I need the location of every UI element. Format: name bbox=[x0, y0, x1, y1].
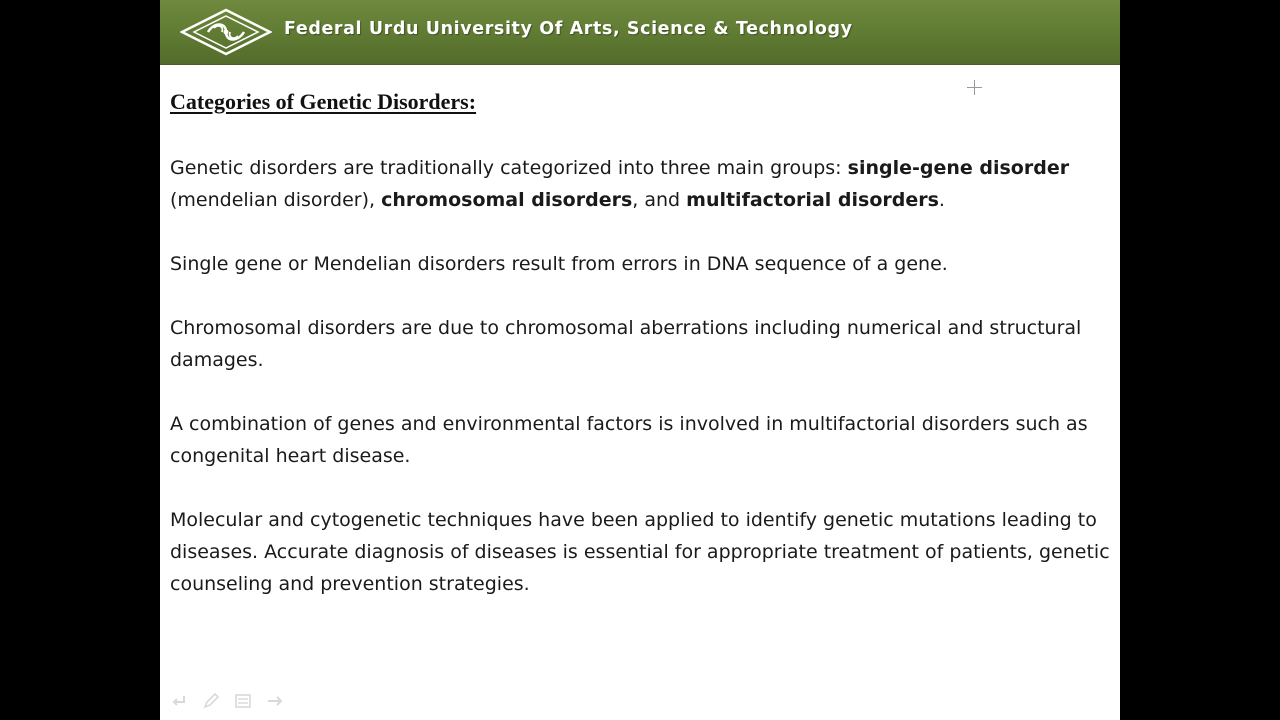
back-arrow-icon[interactable] bbox=[170, 692, 188, 710]
slide-heading: Categories of Genetic Disorders: bbox=[170, 89, 477, 114]
university-banner bbox=[160, 0, 1120, 65]
presentation-slide bbox=[160, 0, 1120, 720]
bold-term-multifactorial: multifactorial disorders bbox=[686, 189, 939, 211]
slideshow-nav-toolbar bbox=[170, 692, 284, 712]
university-logo-icon bbox=[180, 8, 272, 56]
paragraph-techniques: Molecular and cytogenetic techniques have been applied to identify genetic mutations leading to diseases. Accurate diagnosis of diseases is essential for appropriate treatment of patients, genetic counseling and prevention strategies. bbox=[170, 509, 1110, 595]
paragraph-categories bbox=[170, 152, 1110, 216]
menu-icon[interactable] bbox=[234, 692, 252, 710]
slide-body bbox=[170, 152, 1110, 632]
text-run: . bbox=[938, 189, 945, 211]
paragraph-multifactorial: A combination of genes and environmental factors is involved in multifactorial disorders such as congenital heart disease. bbox=[170, 413, 1088, 467]
bold-term-single-gene: single-gene disorder bbox=[847, 157, 1070, 179]
banner-title: Federal Urdu University Of Arts, Science & Technology bbox=[284, 19, 853, 39]
text-run: Genetic disorders are traditionally categorized into three main groups: bbox=[170, 157, 848, 179]
crosshair-cursor-icon bbox=[967, 80, 982, 95]
bold-term-chromosomal: chromosomal disorders bbox=[381, 189, 633, 211]
paragraph-chromosomal: Chromosomal disorders are due to chromosomal aberrations including numerical and structural damages. bbox=[170, 317, 1082, 371]
paragraph-single-gene: Single gene or Mendelian disorders result from errors in DNA sequence of a gene. bbox=[170, 253, 948, 275]
text-run: , and bbox=[632, 189, 687, 211]
pen-icon[interactable] bbox=[202, 692, 220, 710]
text-run: (mendelian disorder), bbox=[170, 189, 382, 211]
forward-arrow-icon[interactable] bbox=[266, 692, 284, 710]
